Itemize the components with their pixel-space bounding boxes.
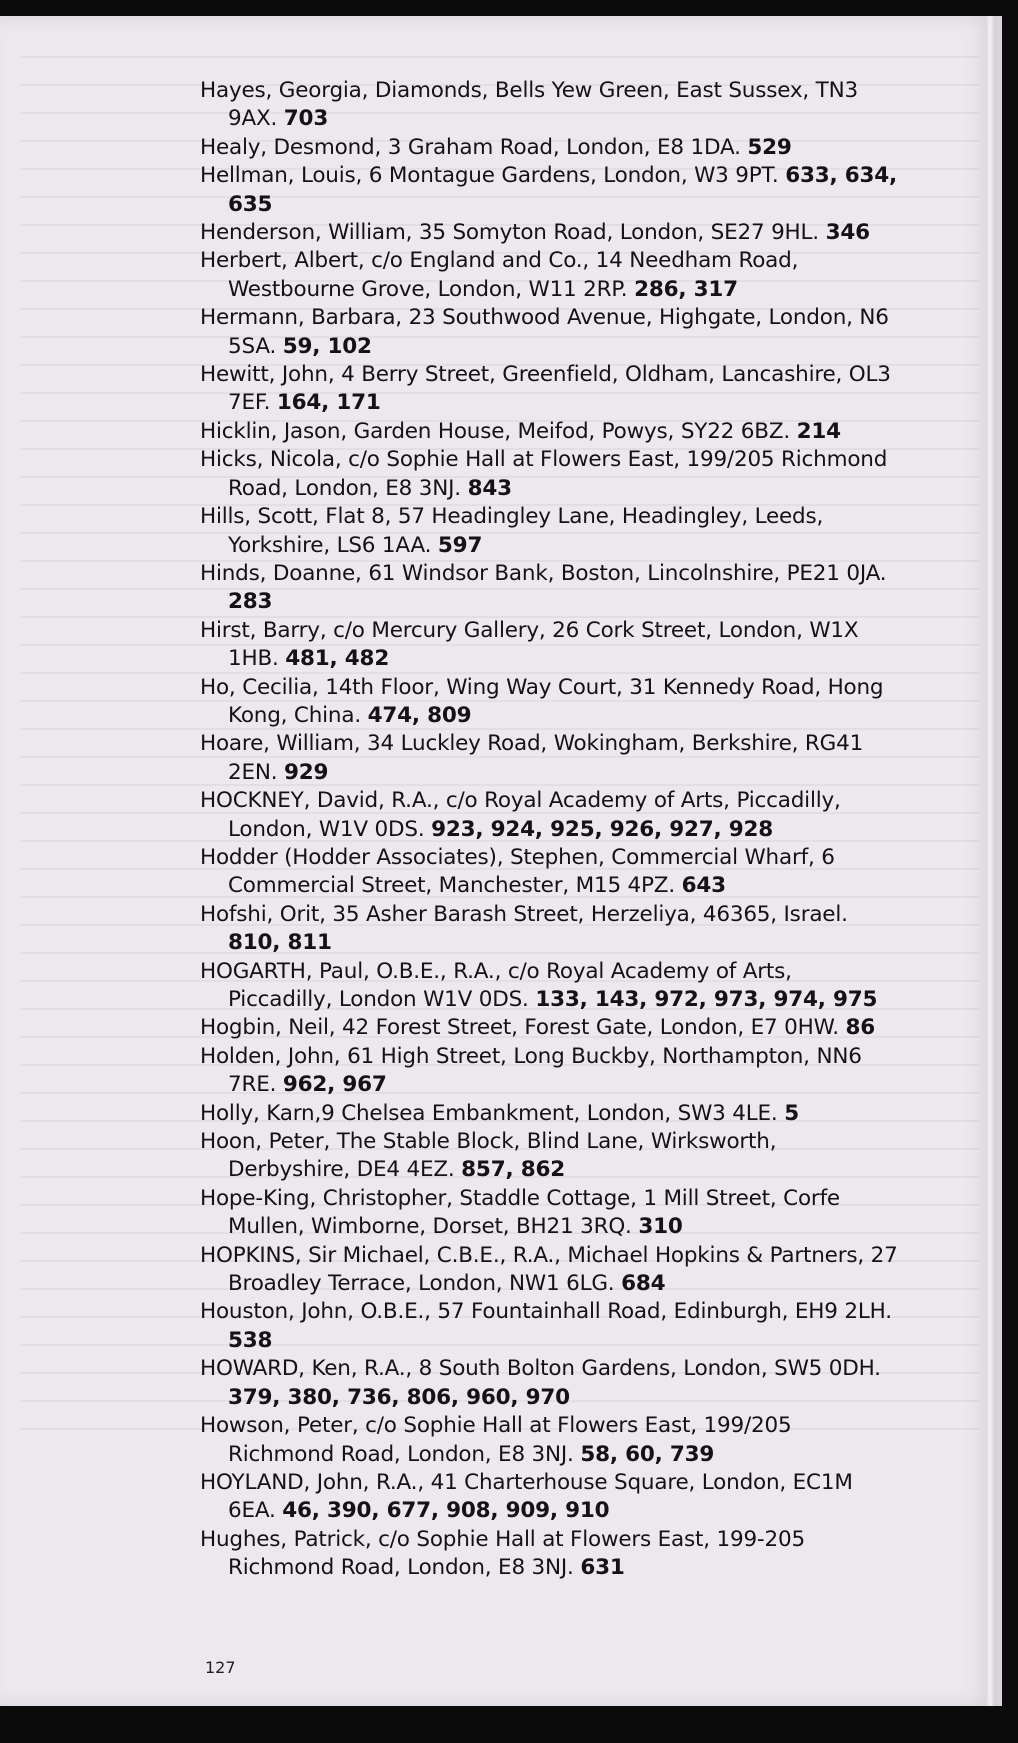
index-entry (200, 77, 900, 134)
entry-text: Hicks, Nicola, c/o Sophie Hall at Flowers East, 199/205 Richmond Road, London, E8 3NJ. (200, 447, 888, 501)
entry-pages: 310 (638, 1214, 683, 1240)
index-entry (200, 844, 900, 901)
entry-pages: 643 (681, 873, 726, 899)
index-entry (200, 1100, 900, 1128)
entry-pages: 214 (796, 418, 841, 444)
entry-text: Hills, Scott, Flat 8, 57 Headingley Lane, Headingley, Leeds, Yorkshire, LS6 1AA. (200, 504, 824, 558)
index-entry (200, 503, 900, 560)
entry-pages: 538 (228, 1327, 273, 1353)
index-entry (200, 1043, 900, 1100)
entry-pages: 529 (747, 134, 792, 160)
entry-pages: 684 (621, 1271, 666, 1297)
index-entry (200, 901, 900, 958)
entry-text: Howson, Peter, c/o Sophie Hall at Flowers East, 199/205 Richmond Road, London, E8 3NJ. (200, 1413, 792, 1467)
entry-text: Hicklin, Jason, Garden House, Meifod, Powys, SY22 6BZ. (200, 418, 797, 444)
entry-pages: 597 (437, 532, 483, 558)
index-entry (200, 787, 900, 844)
index-entry (200, 247, 900, 304)
entry-pages: 703 (283, 106, 329, 132)
entry-text: Hoare, William, 34 Luckley Road, Wokingham, Berkshire, RG41 2EN. (200, 731, 864, 785)
page-number: 127 (205, 1658, 236, 1677)
entry-text: HOPKINS, Sir Michael, C.B.E., R.A., Michael Hopkins & Partners, 27 Broadley Terrace, London, NW1 6LG. (200, 1242, 898, 1297)
index-entry (200, 1355, 900, 1412)
index-entry (200, 730, 900, 787)
entry-text: HOCKNEY, David, R.A., c/o Royal Academy of Arts, Piccadilly, London, W1V 0DS. (200, 788, 841, 842)
entry-pages: 164, 171 (276, 390, 381, 416)
entry-pages: 283 (228, 589, 273, 615)
entry-text: Hughes, Patrick, c/o Sophie Hall at Flowers East, 199-205 Richmond Road, London, E8 3NJ. (200, 1526, 805, 1581)
entry-text: Hayes, Georgia, Diamonds, Bells Yew Green, East Sussex, TN3 9AX. (200, 78, 858, 132)
index-entry (200, 617, 900, 674)
entry-pages: 46, 390, 677, 908, 909, 910 (282, 1498, 610, 1524)
entry-text: Hermann, Barbara, 23 Southwood Avenue, Highgate, London, N6 5SA. (200, 305, 889, 359)
index-entry (200, 1298, 900, 1355)
entry-text: Henderson, William, 35 Somyton Road, London, SE27 9HL. (200, 220, 826, 246)
entry-pages: 5 (784, 1100, 799, 1126)
entry-pages: 86 (845, 1015, 876, 1041)
entry-text: Houston, John, O.B.E., 57 Fountainhall Road, Edinburgh, EH9 2LH. (200, 1299, 892, 1325)
entry-pages: 474, 809 (367, 702, 472, 728)
entry-text: Hogbin, Neil, 42 Forest Street, Forest Gate, London, E7 0HW. (200, 1015, 846, 1041)
entry-text: Hinds, Doanne, 61 Windsor Bank, Boston, Lincolnshire, PE21 0JA. (200, 560, 887, 586)
index-entry (200, 418, 900, 446)
entry-text: Ho, Cecilia, 14th Floor, Wing Way Court, 31 Kennedy Road, Hong Kong, China. (200, 674, 884, 728)
index-entry (200, 674, 900, 731)
index-entry (200, 446, 900, 503)
index-entry (200, 1469, 900, 1526)
entry-pages: 379, 380, 736, 806, 960, 970 (228, 1384, 570, 1410)
entry-pages: 58, 60, 739 (580, 1441, 715, 1467)
entry-text: Hofshi, Orit, 35 Asher Barash Street, Herzeliya, 46365, Israel. (200, 901, 848, 927)
entry-text: Hodder (Hodder Associates), Stephen, Commercial Wharf, 6 Commercial Street, Manchester, M15 4PZ. (200, 844, 835, 899)
entry-pages: 59, 102 (282, 333, 372, 359)
index-entry (200, 1185, 900, 1242)
index-entry (200, 1412, 900, 1469)
entry-text: HOWARD, Ken, R.A., 8 South Bolton Gardens, London, SW5 0DH. (200, 1356, 881, 1382)
index-entry-list (200, 77, 900, 1583)
entry-text: Herbert, Albert, c/o England and Co., 14 Needham Road, Westbourne Grove, London, W11 2RP. (200, 248, 799, 302)
entry-pages: 857, 862 (461, 1157, 565, 1183)
entry-pages: 286, 317 (634, 276, 738, 302)
entry-pages: 923, 924, 925, 926, 927, 928 (431, 816, 774, 842)
entry-text: Hirst, Barry, c/o Mercury Gallery, 26 Cork Street, London, W1X 1HB. (200, 617, 859, 672)
index-entry (200, 134, 900, 162)
index-entry (200, 1242, 900, 1299)
page-edge (986, 16, 996, 1706)
entry-text: Healy, Desmond, 3 Graham Road, London, E8 1DA. (200, 134, 748, 160)
entry-pages: 481, 482 (285, 646, 390, 672)
index-entry (200, 958, 900, 1015)
entry-text: Hoon, Peter, The Stable Block, Blind Lane, Wirksworth, Derbyshire, DE4 4EZ. (200, 1129, 777, 1183)
entry-pages: 133, 143, 972, 973, 974, 975 (535, 987, 878, 1012)
entry-pages: 929 (284, 759, 329, 785)
entry-text: Hewitt, John, 4 Berry Street, Greenfield, Oldham, Lancashire, OL3 7EF. (200, 362, 891, 416)
entry-text: Holden, John, 61 High Street, Long Buckby, Northampton, NN6 7RE. (200, 1043, 862, 1098)
book-page (0, 16, 1002, 1706)
entry-pages: 631 (580, 1555, 625, 1581)
index-entry (200, 1526, 900, 1583)
entry-text: Hellman, Louis, 6 Montague Gardens, London, W3 9PT. (200, 163, 786, 189)
entry-pages: 810, 811 (228, 930, 332, 956)
entry-pages: 962, 967 (282, 1072, 387, 1098)
entry-text: Hope-King, Christopher, Staddle Cottage, 1 Mill Street, Corfe Mullen, Wimborne, Dorset, BH21 3RQ. (200, 1185, 840, 1240)
entry-text: HOGARTH, Paul, O.B.E., R.A., c/o Royal Academy of Arts, Piccadilly, London W1V 0DS. (200, 958, 792, 1012)
entry-text: Holly, Karn,9 Chelsea Embankment, London, SW3 4LE. (200, 1100, 785, 1126)
index-entry (200, 560, 900, 617)
entry-pages: 633, 634, 635 (228, 163, 897, 217)
index-entry (200, 1128, 900, 1185)
index-entry (200, 162, 900, 219)
index-entry (200, 304, 900, 361)
index-entry (200, 219, 900, 247)
index-entry (200, 1014, 900, 1042)
entry-pages: 346 (825, 220, 870, 246)
entry-text: HOYLAND, John, R.A., 41 Charterhouse Square, London, EC1M 6EA. (200, 1469, 853, 1524)
entry-pages: 843 (467, 475, 512, 501)
index-entry (200, 361, 900, 418)
